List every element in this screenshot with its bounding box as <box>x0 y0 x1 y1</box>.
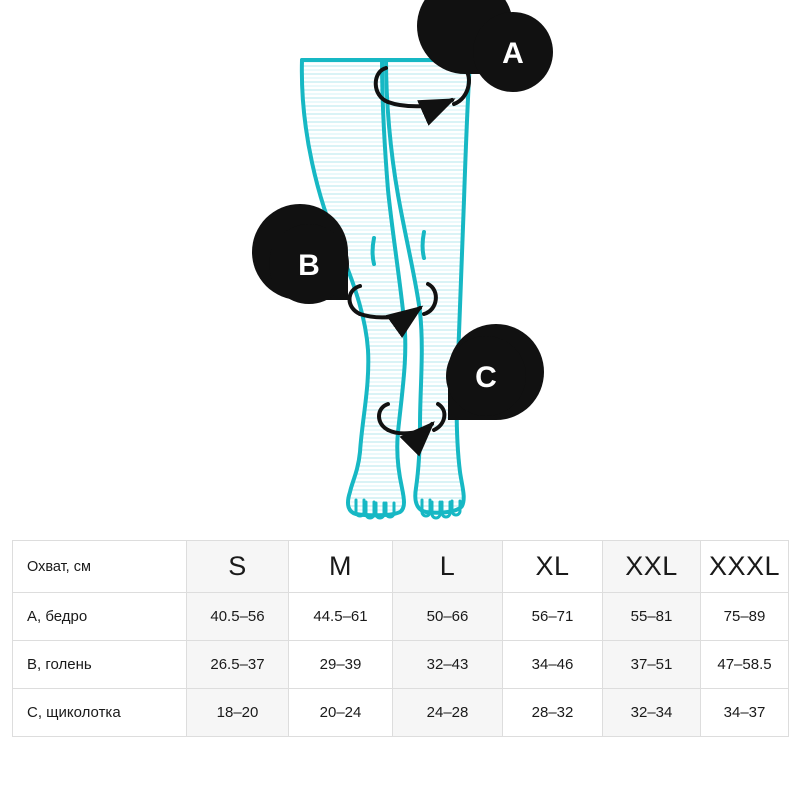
header-size-xxxl: XXXL <box>701 541 789 593</box>
header-size-l: L <box>393 541 503 593</box>
cell-thigh-m: 44.5–61 <box>289 593 393 641</box>
cell-ankle-m: 20–24 <box>289 689 393 737</box>
cell-ankle-xxl: 32–34 <box>603 689 701 737</box>
cell-calf-s: 26.5–37 <box>187 641 289 689</box>
row-label-ankle: C, щиколотка <box>13 689 187 737</box>
table-corner-label: Охват, см <box>13 541 187 593</box>
header-size-xxl: XXL <box>603 541 701 593</box>
cell-calf-xxl: 37–51 <box>603 641 701 689</box>
table-header-row <box>13 541 789 593</box>
table-row <box>13 641 789 689</box>
header-size-m: M <box>289 541 393 593</box>
cell-thigh-xl: 56–71 <box>503 593 603 641</box>
cell-thigh-xxxl: 75–89 <box>701 593 789 641</box>
row-label-thigh: A, бедро <box>13 593 187 641</box>
cell-calf-m: 29–39 <box>289 641 393 689</box>
header-size-xl: XL <box>503 541 603 593</box>
table-row <box>13 593 789 641</box>
cell-ankle-xxxl: 34–37 <box>701 689 789 737</box>
header-size-s: S <box>187 541 289 593</box>
cell-ankle-s: 18–20 <box>187 689 289 737</box>
callout-c-label: C <box>475 361 497 394</box>
cell-thigh-s: 40.5–56 <box>187 593 289 641</box>
callout-a-label: A <box>502 37 524 70</box>
callout-b <box>252 204 349 304</box>
cell-thigh-xxl: 55–81 <box>603 593 701 641</box>
cell-calf-l: 32–43 <box>393 641 503 689</box>
size-table <box>12 540 789 737</box>
cell-ankle-l: 24–28 <box>393 689 503 737</box>
callout-b-label: B <box>298 249 320 282</box>
cell-calf-xl: 34–46 <box>503 641 603 689</box>
cell-ankle-xl: 28–32 <box>503 689 603 737</box>
table-row <box>13 689 789 737</box>
row-label-calf: B, голень <box>13 641 187 689</box>
cell-calf-xxxl: 47–58.5 <box>701 641 789 689</box>
cell-thigh-l: 50–66 <box>393 593 503 641</box>
